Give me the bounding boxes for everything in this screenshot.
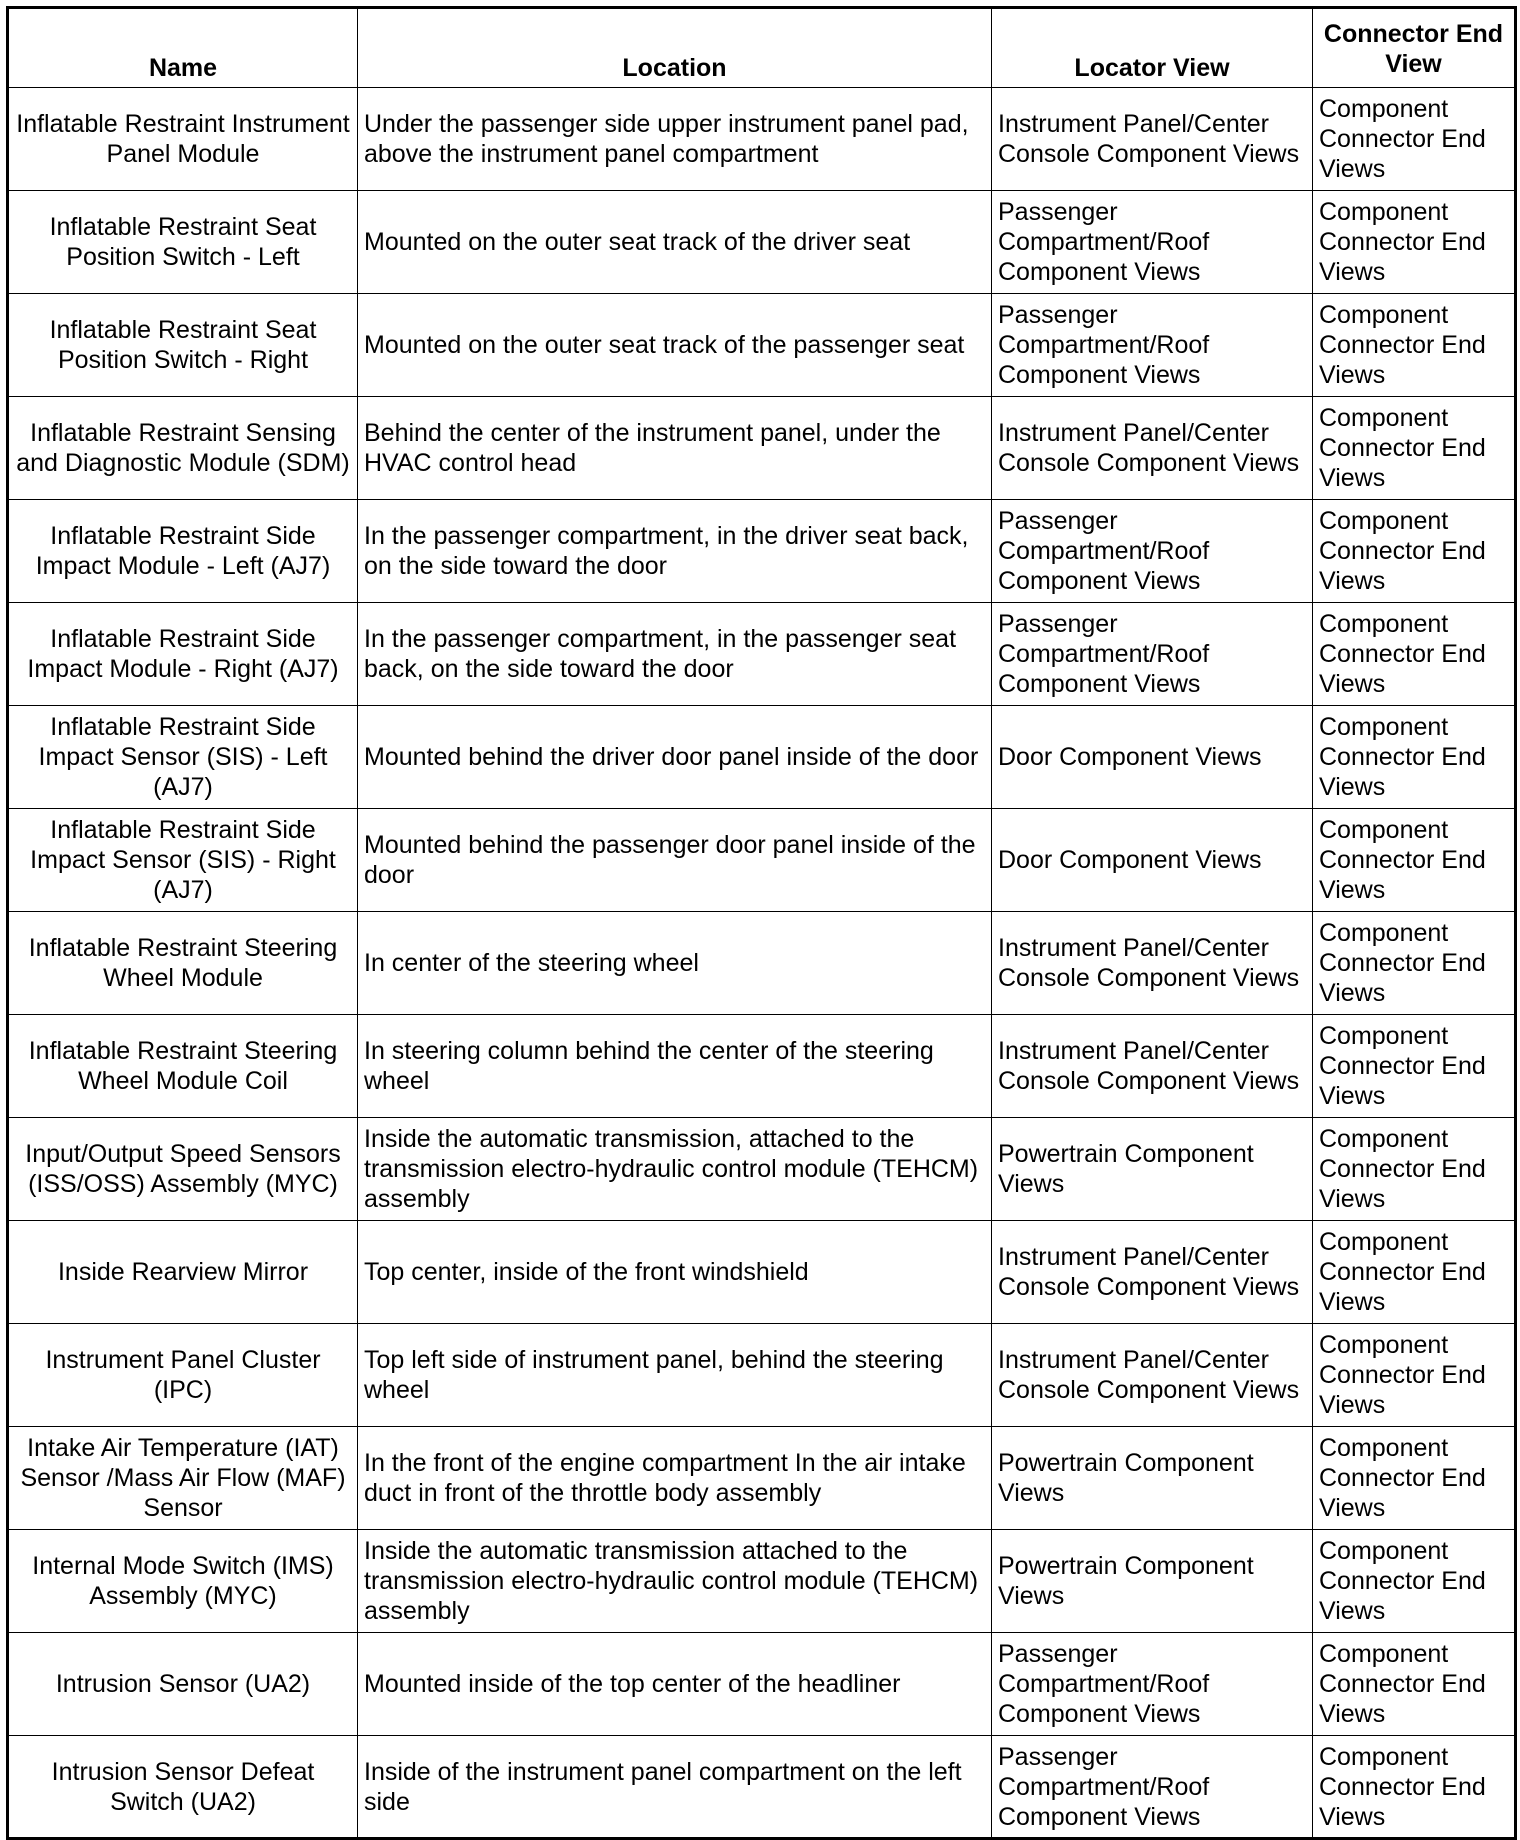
- connector-end-view-cell: Component Connector End Views: [1313, 1530, 1516, 1633]
- table-row: [8, 706, 1516, 809]
- table-row: [8, 191, 1516, 294]
- table-row: [8, 912, 1516, 1015]
- name-cell: Inflatable Restraint Instrument Panel Module: [8, 88, 358, 191]
- name-cell: Instrument Panel Cluster (IPC): [8, 1324, 358, 1427]
- location-cell: Top left side of instrument panel, behind the steering wheel: [358, 1324, 992, 1427]
- column-header-locator-view: Locator View: [992, 8, 1313, 88]
- location-cell: Mounted behind the passenger door panel inside of the door: [358, 809, 992, 912]
- location-cell: Inside the automatic transmission, attached to the transmission electro-hydraulic control module (TEHCM) assembly: [358, 1118, 992, 1221]
- location-cell: Top center, inside of the front windshield: [358, 1221, 992, 1324]
- location-cell: In the passenger compartment, in the passenger seat back, on the side toward the door: [358, 603, 992, 706]
- name-cell: Inflatable Restraint Steering Wheel Module: [8, 912, 358, 1015]
- connector-end-view-cell: Component Connector End Views: [1313, 603, 1516, 706]
- column-header-location: Location: [358, 8, 992, 88]
- table-row: [8, 1221, 1516, 1324]
- name-cell: Inflatable Restraint Sensing and Diagnostic Module (SDM): [8, 397, 358, 500]
- connector-end-view-cell: Component Connector End Views: [1313, 191, 1516, 294]
- connector-end-view-cell: Component Connector End Views: [1313, 809, 1516, 912]
- location-cell: In the passenger compartment, in the driver seat back, on the side toward the door: [358, 500, 992, 603]
- name-cell: Intake Air Temperature (IAT) Sensor /Mass Air Flow (MAF) Sensor: [8, 1427, 358, 1530]
- table-row: [8, 1633, 1516, 1736]
- connector-end-view-cell: Component Connector End Views: [1313, 1221, 1516, 1324]
- locator-view-cell: Powertrain Component Views: [992, 1530, 1313, 1633]
- locator-view-cell: Passenger Compartment/Roof Component Views: [992, 500, 1313, 603]
- locator-view-cell: Passenger Compartment/Roof Component Views: [992, 191, 1313, 294]
- component-locator-table: [6, 6, 1517, 1840]
- name-cell: Input/Output Speed Sensors (ISS/OSS) Assembly (MYC): [8, 1118, 358, 1221]
- name-cell: Inflatable Restraint Side Impact Module - Right (AJ7): [8, 603, 358, 706]
- table-row: [8, 500, 1516, 603]
- table-row: [8, 809, 1516, 912]
- name-cell: Internal Mode Switch (IMS) Assembly (MYC): [8, 1530, 358, 1633]
- table-row: [8, 603, 1516, 706]
- name-cell: Inside Rearview Mirror: [8, 1221, 358, 1324]
- location-cell: Inside the automatic transmission attached to the transmission electro-hydraulic control module (TEHCM) assembly: [358, 1530, 992, 1633]
- column-header-name: Name: [8, 8, 358, 88]
- locator-view-cell: Instrument Panel/Center Console Component Views: [992, 1324, 1313, 1427]
- locator-view-cell: Instrument Panel/Center Console Component Views: [992, 1015, 1313, 1118]
- table-header-row: [8, 8, 1516, 88]
- location-cell: Mounted on the outer seat track of the driver seat: [358, 191, 992, 294]
- connector-end-view-cell: Component Connector End Views: [1313, 912, 1516, 1015]
- table-row: [8, 1530, 1516, 1633]
- locator-view-cell: Instrument Panel/Center Console Component Views: [992, 397, 1313, 500]
- locator-view-cell: Instrument Panel/Center Console Component Views: [992, 1221, 1313, 1324]
- location-cell: Mounted inside of the top center of the headliner: [358, 1633, 992, 1736]
- locator-view-cell: Passenger Compartment/Roof Component Views: [992, 603, 1313, 706]
- location-cell: In steering column behind the center of the steering wheel: [358, 1015, 992, 1118]
- locator-view-cell: Passenger Compartment/Roof Component Views: [992, 294, 1313, 397]
- locator-view-cell: Powertrain Component Views: [992, 1118, 1313, 1221]
- name-cell: Inflatable Restraint Steering Wheel Module Coil: [8, 1015, 358, 1118]
- table-row: [8, 1427, 1516, 1530]
- table-row: [8, 1015, 1516, 1118]
- name-cell: Intrusion Sensor (UA2): [8, 1633, 358, 1736]
- table-row: [8, 294, 1516, 397]
- connector-end-view-cell: Component Connector End Views: [1313, 706, 1516, 809]
- locator-view-cell: Powertrain Component Views: [992, 1427, 1313, 1530]
- locator-view-cell: Door Component Views: [992, 706, 1313, 809]
- connector-end-view-cell: Component Connector End Views: [1313, 1427, 1516, 1530]
- name-cell: Inflatable Restraint Seat Position Switch - Left: [8, 191, 358, 294]
- table-row: [8, 88, 1516, 191]
- table-row: [8, 1118, 1516, 1221]
- connector-end-view-cell: Component Connector End Views: [1313, 294, 1516, 397]
- location-cell: In center of the steering wheel: [358, 912, 992, 1015]
- connector-end-view-cell: Component Connector End Views: [1313, 1736, 1516, 1839]
- connector-end-view-cell: Component Connector End Views: [1313, 88, 1516, 191]
- column-header-connector-end-view: Connector End View: [1313, 8, 1516, 88]
- location-cell: Mounted behind the driver door panel inside of the door: [358, 706, 992, 809]
- name-cell: Intrusion Sensor Defeat Switch (UA2): [8, 1736, 358, 1839]
- connector-end-view-cell: Component Connector End Views: [1313, 397, 1516, 500]
- connector-end-view-cell: Component Connector End Views: [1313, 500, 1516, 603]
- location-cell: Under the passenger side upper instrument panel pad, above the instrument panel compartment: [358, 88, 992, 191]
- location-cell: Inside of the instrument panel compartment on the left side: [358, 1736, 992, 1839]
- connector-end-view-cell: Component Connector End Views: [1313, 1015, 1516, 1118]
- locator-view-cell: Passenger Compartment/Roof Component Views: [992, 1736, 1313, 1839]
- name-cell: Inflatable Restraint Side Impact Sensor (SIS) - Right (AJ7): [8, 809, 358, 912]
- table-body: [8, 88, 1516, 1839]
- connector-end-view-cell: Component Connector End Views: [1313, 1118, 1516, 1221]
- name-cell: Inflatable Restraint Side Impact Module - Left (AJ7): [8, 500, 358, 603]
- location-cell: Mounted on the outer seat track of the passenger seat: [358, 294, 992, 397]
- table-row: [8, 1736, 1516, 1839]
- locator-view-cell: Instrument Panel/Center Console Component Views: [992, 912, 1313, 1015]
- locator-view-cell: Instrument Panel/Center Console Component Views: [992, 88, 1313, 191]
- locator-view-cell: Door Component Views: [992, 809, 1313, 912]
- name-cell: Inflatable Restraint Side Impact Sensor (SIS) - Left (AJ7): [8, 706, 358, 809]
- connector-end-view-cell: Component Connector End Views: [1313, 1324, 1516, 1427]
- locator-view-cell: Passenger Compartment/Roof Component Views: [992, 1633, 1313, 1736]
- table-row: [8, 1324, 1516, 1427]
- connector-end-view-cell: Component Connector End Views: [1313, 1633, 1516, 1736]
- component-locator-table-container: [6, 6, 1514, 1840]
- table-row: [8, 397, 1516, 500]
- name-cell: Inflatable Restraint Seat Position Switch - Right: [8, 294, 358, 397]
- location-cell: Behind the center of the instrument panel, under the HVAC control head: [358, 397, 992, 500]
- location-cell: In the front of the engine compartment In the air intake duct in front of the throttle body assembly: [358, 1427, 992, 1530]
